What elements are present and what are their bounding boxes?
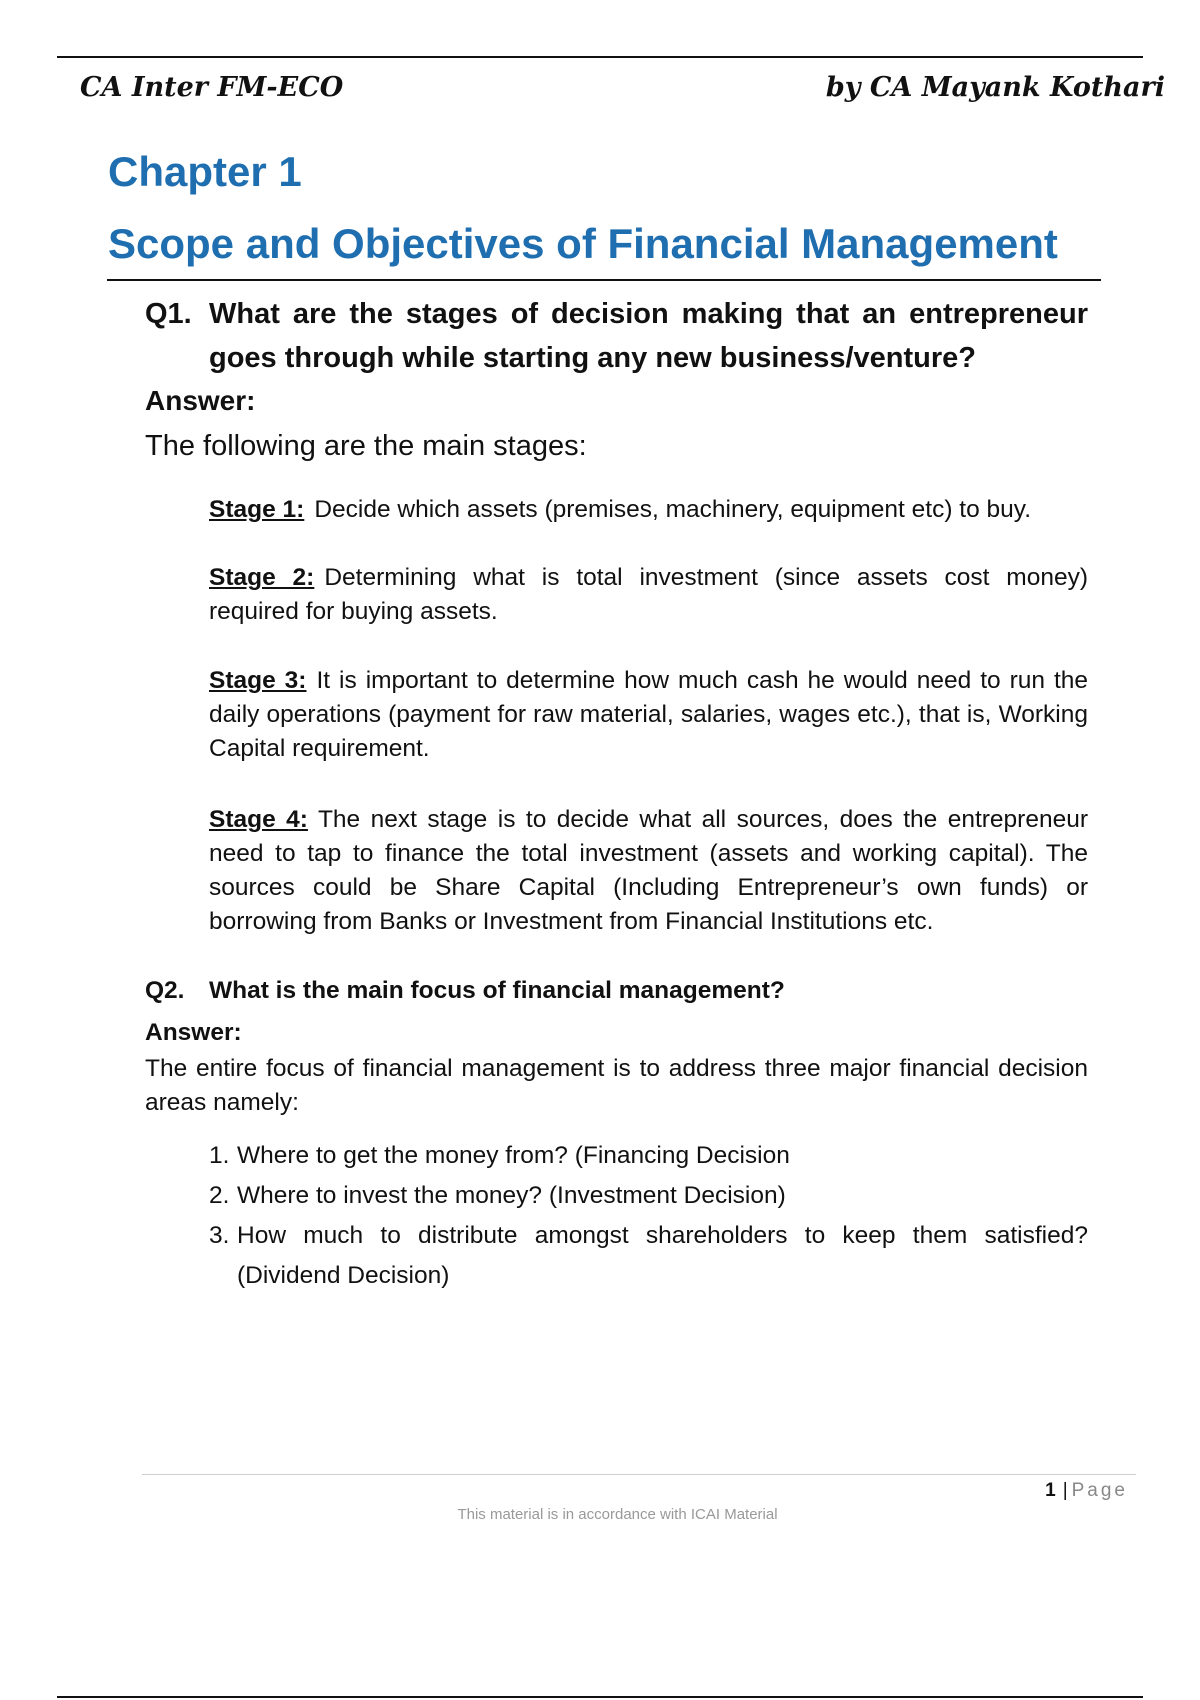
question-2: [145, 977, 785, 1005]
chapter-title: Scope and Objectives of Financial Management: [108, 220, 1058, 267]
stage-4-text: The next stage is to decide what all sources, does the entrepreneur need to tap to finance the total investment (assets and working capital). The sources could be Share Capital (Including Entrepreneur’s own funds) or borrowing from Banks or Investment from Financial Institutions etc.: [209, 806, 1088, 935]
stage-4: [209, 803, 1088, 939]
answer-2-intro: The entire focus of financial management is to address three major financial decision areas namely:: [145, 1055, 1088, 1116]
title-underline: [107, 279, 1101, 281]
question-1-number: Q1.: [145, 298, 192, 330]
footer-rule: [142, 1474, 1136, 1475]
page-number: 1 | Page: [1045, 1480, 1128, 1501]
decision-list: [209, 1136, 1088, 1296]
list-item: 1. Where to get the money from? (Financing Decision: [209, 1142, 790, 1169]
stage-4-label: Stage 4:: [209, 806, 308, 833]
answer-1-label: Answer:: [145, 385, 256, 416]
list-item: 2. Where to invest the money? (Investment Decision): [209, 1182, 786, 1209]
list-item: 3. How much to distribute amongst shareholders to keep them satisfied? (Dividend Decision): [209, 1222, 1088, 1289]
stage-2: [209, 561, 1088, 629]
stage-2-label: Stage 2:: [209, 564, 315, 591]
answer-2-label: Answer:: [145, 1019, 242, 1046]
question-2-number: Q2.: [145, 977, 185, 1004]
question-1: [145, 292, 1088, 380]
stage-3-label: Stage 3:: [209, 667, 307, 694]
header-author: by CA Mayank Kothari: [825, 72, 1165, 103]
header-course: CA Inter FM-ECO: [80, 72, 344, 103]
header-rule: [57, 56, 1143, 58]
stage-2-text: Determining what is total investment (since assets cost money) required for buying assets.: [209, 564, 1088, 625]
page-bottom-rule: [57, 1696, 1143, 1698]
stage-3-text: It is important to determine how much cash he would need to run the daily operations (payment for raw material, salaries, wages etc.), that is, Working Capital requirement.: [209, 667, 1089, 762]
question-2-text: What is the main focus of financial management?: [209, 977, 785, 1004]
stage-3: [209, 664, 1088, 766]
chapter-heading: Chapter 1: [108, 148, 302, 195]
footer-note: This material is in accordance with ICAI Material: [457, 1506, 778, 1523]
stage-1-label: Stage 1:: [209, 496, 305, 523]
stage-1: [209, 493, 1088, 527]
stage-1-text: Decide which assets (premises, machinery, equipment etc) to buy.: [314, 496, 1032, 523]
question-1-text: What are the stages of decision making that an entrepreneur goes through while starting any new business/venture?: [209, 298, 1088, 374]
answer-1-intro: The following are the main stages:: [145, 430, 587, 462]
